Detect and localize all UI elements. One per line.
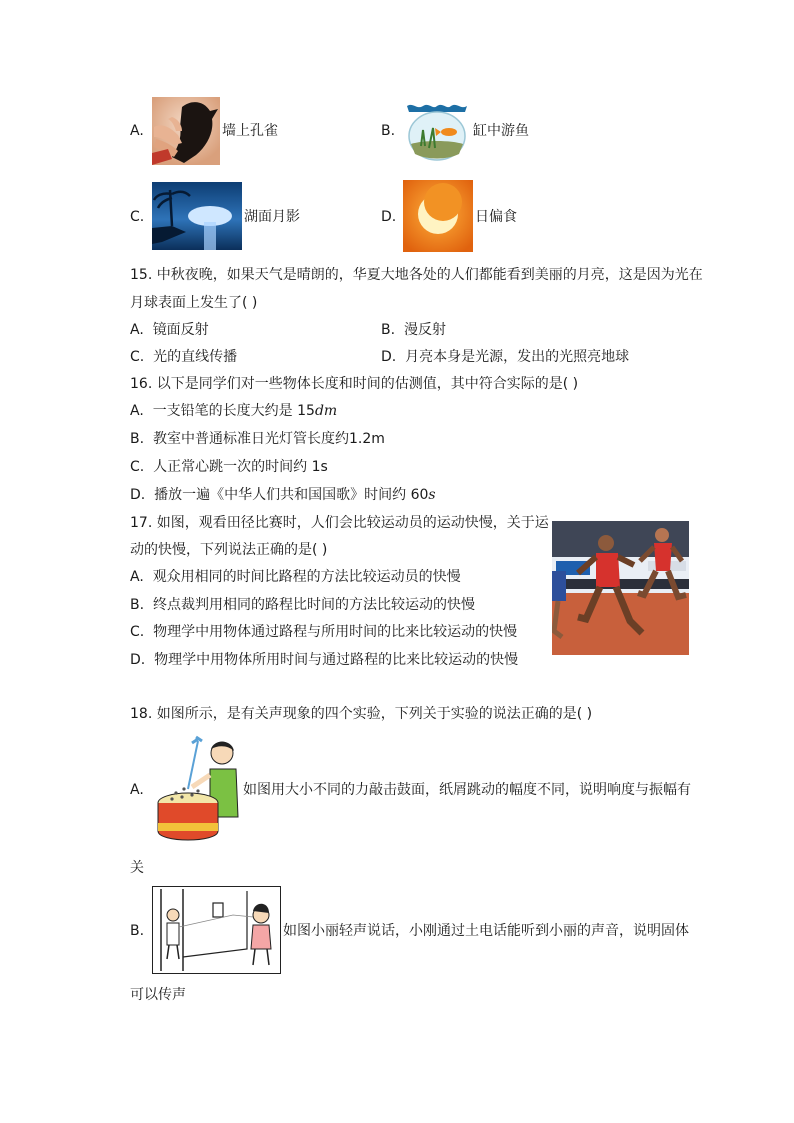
option-text: 光的直线传播 xyxy=(153,349,238,365)
q15-option-d xyxy=(381,347,629,367)
option-text: 物理学中用物体通过路程与所用时间的比来比较运动的快慢 xyxy=(153,624,518,640)
option-text: 一支铅笔的长度大约是 15 xyxy=(152,403,315,419)
q16-stem: 16. 以下是同学们对一些物体长度和时间的估测值，其中符合实际的是( ) xyxy=(130,376,579,392)
string-telephone-image xyxy=(152,886,281,974)
q18-stem: 18. 如图所示，是有关声现象的四个实验，下列关于实验的说法正确的是( ) xyxy=(130,706,593,722)
option-letter: B. xyxy=(130,597,145,613)
option-text-line2: 关 xyxy=(130,860,144,876)
drum-confetti-image xyxy=(152,735,242,847)
option-unit: s xyxy=(428,487,436,503)
option-letter: A. xyxy=(130,123,144,139)
option-letter: D. xyxy=(130,652,146,668)
q17-option-b xyxy=(130,595,475,615)
hand-shadow-peacock-image xyxy=(152,97,220,165)
q17-option-d xyxy=(130,650,518,670)
q17-option-c xyxy=(130,622,517,642)
option-text: 湖面月影 xyxy=(244,209,300,225)
option-text: 缸中游鱼 xyxy=(473,123,529,139)
goldfish-bowl-image xyxy=(403,100,471,164)
option-letter: C. xyxy=(130,624,145,640)
q15-stem-line1: 15. 中秋夜晚，如果天气是晴朗的，华夏大地各处的人们都能看到美丽的月亮，这是因为光在 xyxy=(130,267,703,283)
option-letter: B. xyxy=(381,123,396,139)
q17-stem-line1: 17. 如图，观看田径比赛时，人们会比较运动员的运动快慢，关于运 xyxy=(130,515,549,531)
option-text-line1: 如图用大小不同的力敲击鼓面，纸屑跳动的幅度不同，说明响度与振幅有 xyxy=(243,782,691,798)
option-letter: A. xyxy=(130,403,144,419)
option-letter: A. xyxy=(130,569,144,585)
option-text-line1: 如图小丽轻声说话，小刚通过土电话能听到小丽的声音，说明固体 xyxy=(283,923,689,939)
option-letter: C. xyxy=(130,349,145,365)
option-letter: D. xyxy=(130,487,146,503)
option-text: 漫反射 xyxy=(403,322,446,338)
option-letter: B. xyxy=(381,322,396,338)
option-text: 镜面反射 xyxy=(152,322,209,338)
q17-option-a xyxy=(130,567,461,587)
option-text: 日偏食 xyxy=(475,209,517,225)
option-letter: D. xyxy=(381,349,397,365)
q16-option-a xyxy=(130,401,337,421)
option-text: 终点裁判用相同的路程比时间的方法比较运动的快慢 xyxy=(152,597,475,613)
option-letter: B. xyxy=(130,431,145,447)
option-letter: D. xyxy=(381,209,397,225)
option-text: 月亮本身是光源，发出的光照亮地球 xyxy=(405,349,630,365)
lake-moon-reflection-image xyxy=(152,182,242,250)
option-letter: B. xyxy=(130,923,145,939)
q16-option-d xyxy=(130,485,436,505)
option-text: 播放一遍《中华人们共和国国歌》时间约 60 xyxy=(154,487,429,503)
option-text: 墙上孔雀 xyxy=(222,123,278,139)
option-unit: dm xyxy=(314,403,338,419)
option-text: 观众用相同的时间比路程的方法比较运动员的快慢 xyxy=(152,569,461,585)
option-letter: A. xyxy=(130,782,144,798)
option-letter: A. xyxy=(130,322,144,338)
q17-stem-line2: 动的快慢，下列说法正确的是( ) xyxy=(130,542,328,558)
option-letter: C. xyxy=(130,209,145,225)
option-letter: C. xyxy=(130,459,145,475)
option-text: 教室中普通标准日光灯管长度约1.2m xyxy=(152,431,385,447)
partial-solar-eclipse-image xyxy=(403,180,473,252)
q16-option-c xyxy=(130,457,328,477)
option-text: 人正常心跳一次的时间约 1s xyxy=(153,459,328,475)
option-text: 物理学中用物体所用时间与通过路程的比来比较运动的快慢 xyxy=(154,652,519,668)
q15-option-b xyxy=(381,320,446,340)
q15-option-c xyxy=(130,347,237,367)
q15-stem-line2: 月球表面上发生了( ) xyxy=(130,295,258,311)
sprinters-image xyxy=(552,521,689,655)
option-text-line2: 可以传声 xyxy=(130,987,186,1003)
q15-option-a xyxy=(130,320,209,340)
q16-option-b xyxy=(130,429,385,449)
